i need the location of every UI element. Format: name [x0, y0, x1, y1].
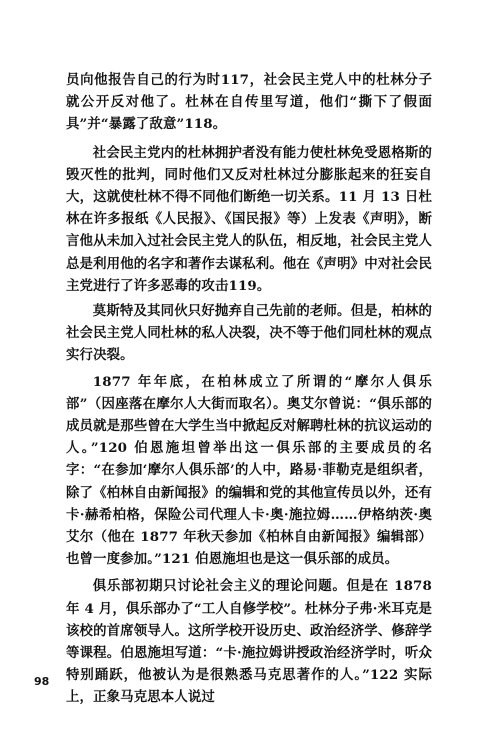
- paragraph-4: 1877 年年底，在柏林成立了所谓的“摩尔人俱乐部”（因座落在摩尔人大街而取名）。奥艾尔曾说：“俱乐部的成员就是那些曾在大学生当中掀起反对解聘杜林的抗议运动的人。”120 伯恩施坦曾举出这一俱乐部的主要成员的名字：“在参加‘摩尔人俱乐部’的人中，路易·菲勒克是组织者，除了《柏林自由新闻报》的编辑和党的其他宣传员以外，还有卡·赫希柏格，保险公司代理人卡·奥·施拉姆……伊格纳茨·奥艾尔（他在 1877 年秋天参加《柏林自由新闻报》编辑部）也曾一度参加。”121 伯恩施坦也是这一俱乐部的成员。: [66, 373, 432, 568]
- page-number: 98: [34, 675, 50, 688]
- body-text: [66, 69, 432, 709]
- paragraph-1: 员向他报告自己的行为时117，社会民主党人中的杜林分子就公开反对他了。杜林在自传里写道，他们“撕下了假面具”并“暴露了敌意”118。: [66, 72, 432, 133]
- paragraph-3: 莫斯特及其同伙只好抛弃自己先前的老师。但是，柏林的社会民主党人同杜林的私人决裂，决不等于他们同杜林的观点实行决裂。: [66, 303, 432, 364]
- paragraph-5: 俱乐部初期只讨论社会主义的理论问题。但是在 1878 年 4 月，俱乐部办了“工人自修学校”。杜林分子弗·米耳克是该校的首席领导人。这所学校开设历史、政治经济学、修辞学等课程。伯恩施坦写道：“卡·施拉姆讲授政治经济学时，听众特别踊跃，他被认为是很熟悉马克思著作的人。”122 实际上，正象马克思本人说过: [66, 578, 432, 706]
- paragraph-2: 社会民主党内的杜林拥护者没有能力使杜林免受恩格斯的毁灭性的批判，同时他们又反对杜林过分膨胀起来的狂妄自大，这就使杜林不得不同他们断绝一切关系。11 月 13 日杜林在许多报纸《人民报》、《国民报》等）上发表《声明》，断言他从未加入过社会民主党人的队伍，相反地，社会民主党人总是利用他的名字和著作去谋私利。他在《声明》中对社会民主党进行了许多恶毒的攻击119。: [66, 144, 432, 294]
